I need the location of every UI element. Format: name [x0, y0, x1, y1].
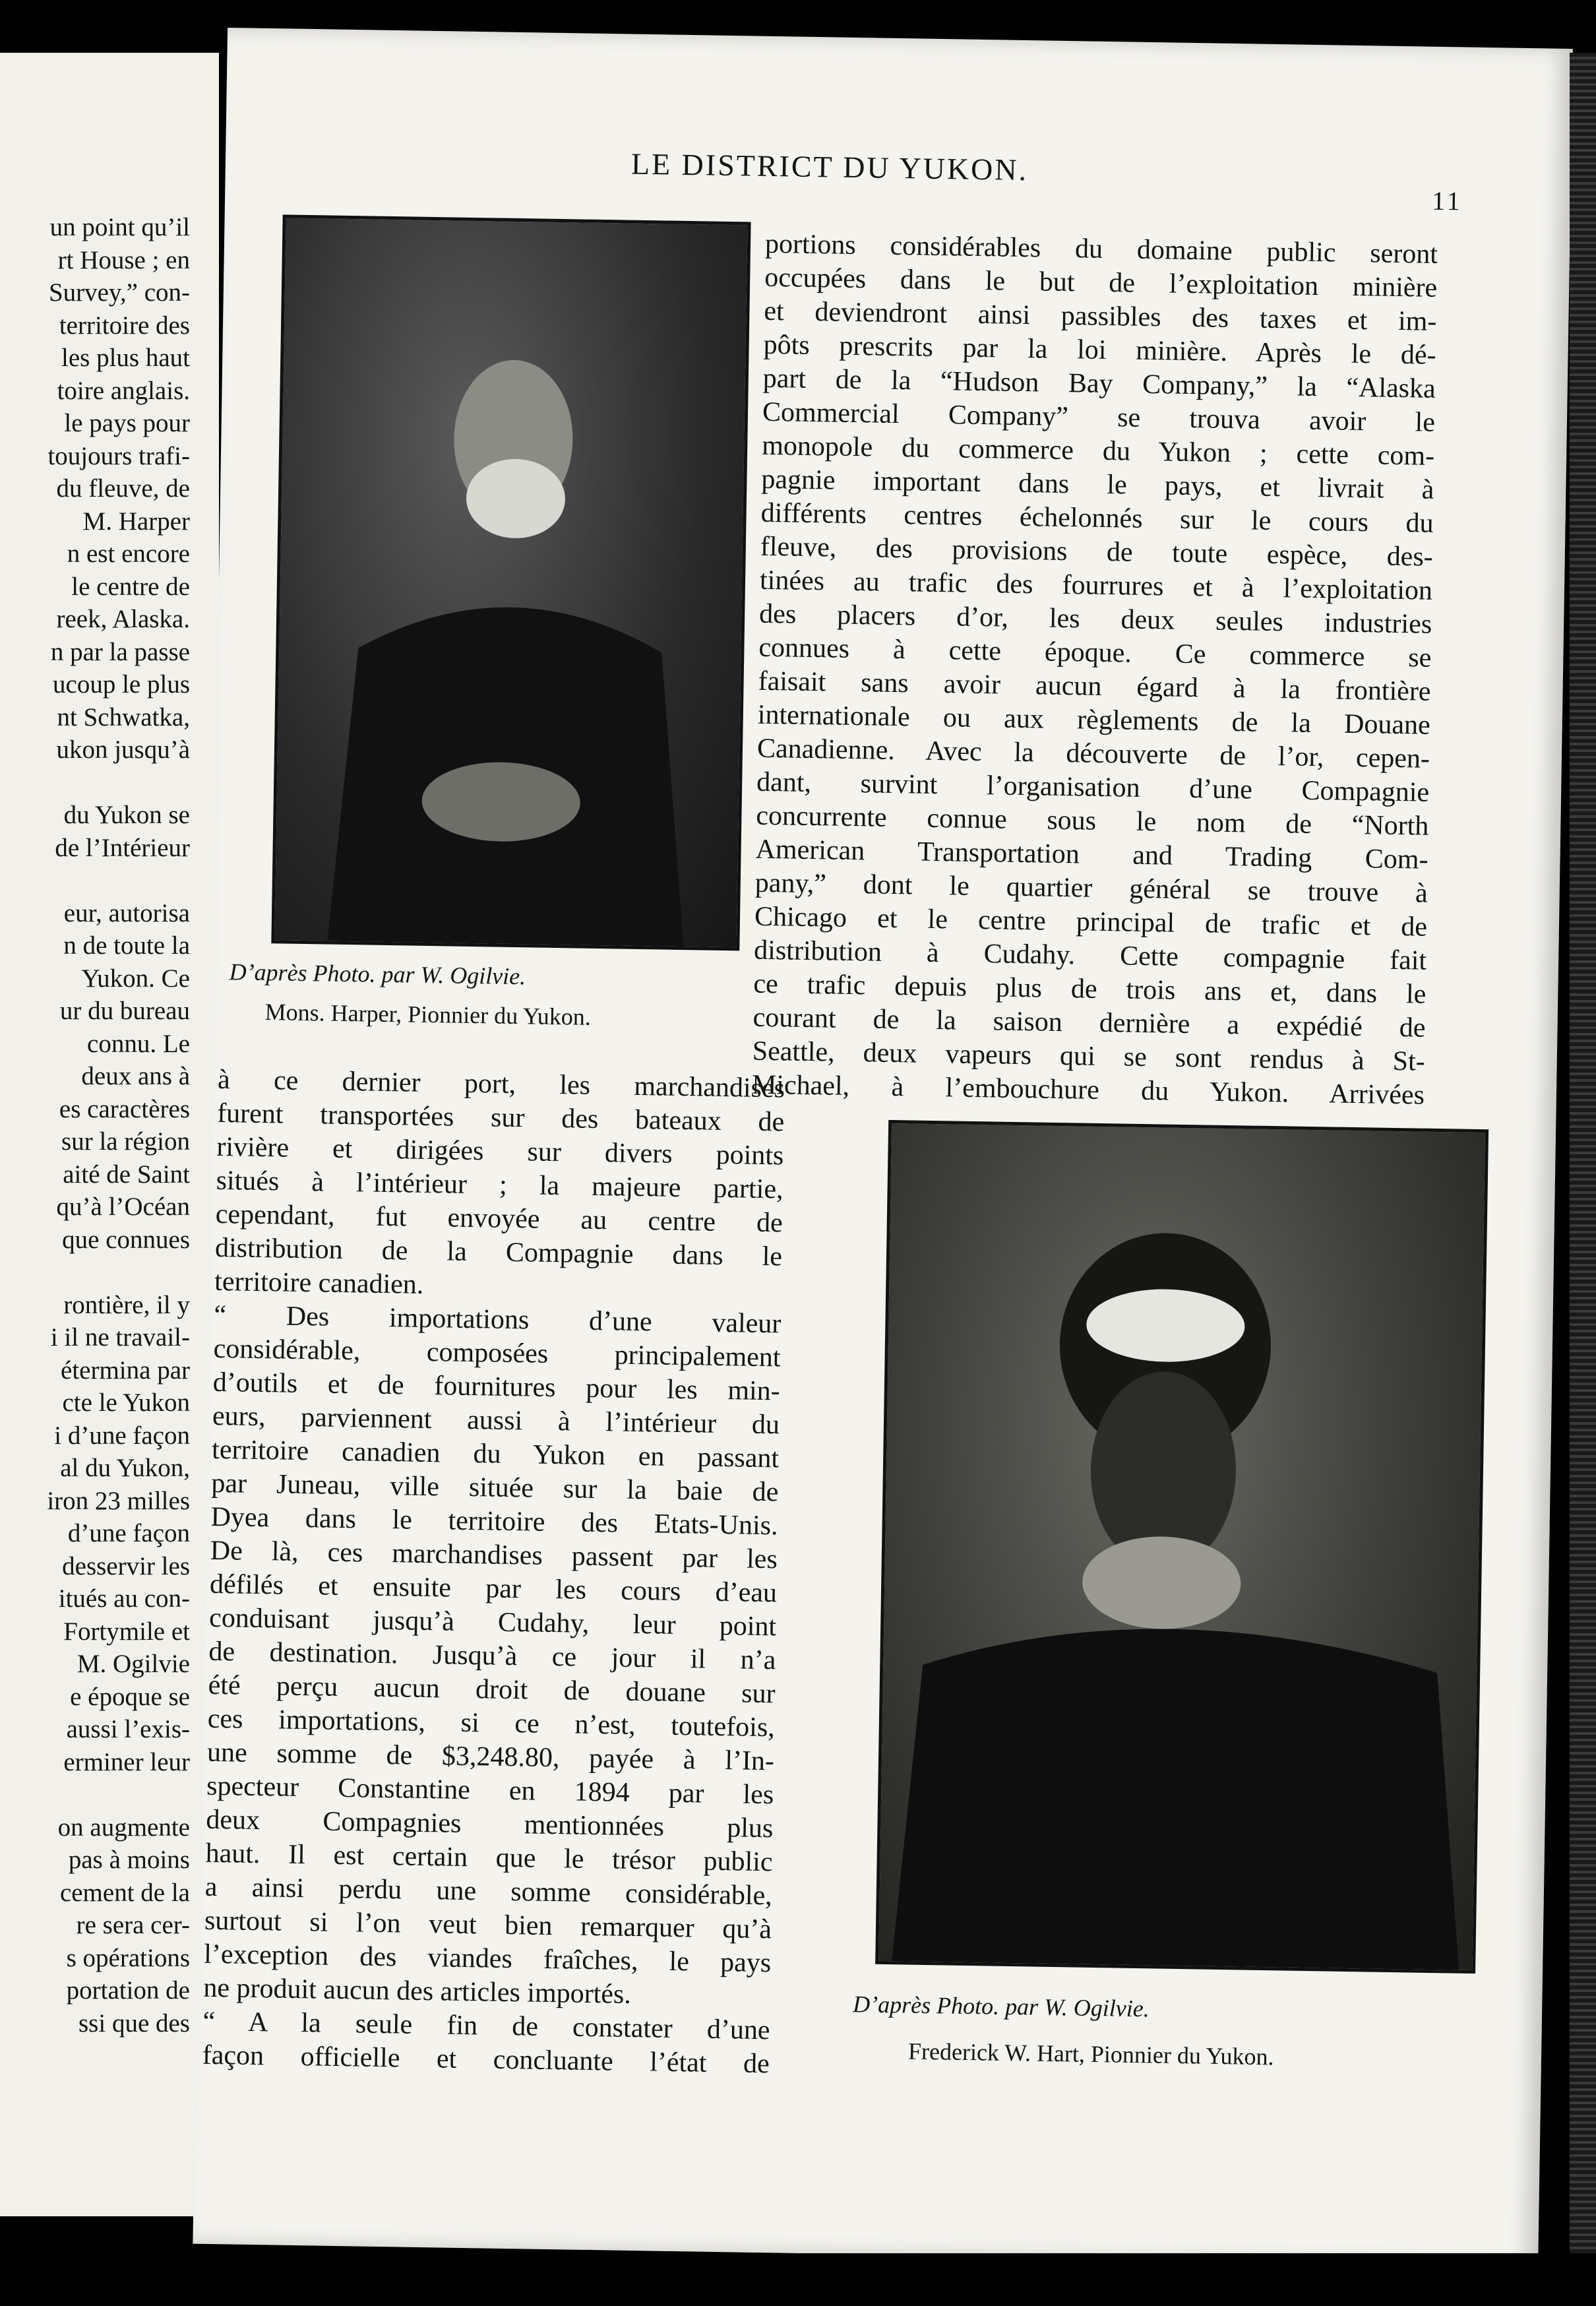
text-line: Michael, à l’embouchure du Yukon. Arrivées — [751, 1069, 1425, 1111]
text-line: a ainsi perdu une somme considérable, — [204, 1871, 773, 1912]
text-line: ne produit aucun des articles importés. — [203, 1972, 632, 2010]
text-line: connu. Le — [87, 1029, 190, 1058]
text-line: des placers d’or, les deux seules industries — [758, 598, 1432, 640]
text-line: territoire des — [59, 311, 190, 340]
text-line: n est encore — [67, 540, 190, 568]
portrait-photo-hart — [875, 1120, 1489, 1974]
text-line: erminer leur — [63, 1747, 190, 1776]
text-line: De là, ces marchandises passent par les — [210, 1535, 778, 1575]
text-line: Chicago et le centre principal de trafic et de — [754, 901, 1428, 943]
text-line — [0, 766, 190, 799]
text-line: faisait sans avoir aucun égard à la frontière — [758, 666, 1431, 707]
text-line: Survey,” con- — [48, 278, 190, 307]
text-line: aussi l’exis- — [66, 1715, 190, 1743]
text-line: ce trafic depuis plus de trois ans et, dans le — [753, 968, 1427, 1010]
figure-credit-1: D’après Photo. par W. Ogilvie. — [229, 958, 526, 990]
text-line: l’exception des viandes fraîches, le pays — [203, 1939, 772, 1979]
text-line: aité de Saint — [63, 1160, 190, 1189]
text-line: que connues — [62, 1225, 190, 1254]
text-line: desservir les — [62, 1551, 190, 1580]
text-line: toire anglais. — [57, 376, 190, 405]
text-line: ur du bureau — [59, 997, 190, 1025]
facing-page — [0, 53, 219, 2216]
text-line: le pays pour — [64, 409, 190, 437]
text-line: un point qu’il — [49, 213, 190, 241]
page — [193, 28, 1573, 2265]
text-line: à ce dernier port, les marchandises — [217, 1064, 785, 1104]
text-line: de l’Intérieur — [55, 833, 190, 862]
text-line: surtout si l’on veut bien remarquer qu’à — [204, 1905, 772, 1945]
text-line: toujours trafi- — [47, 441, 190, 470]
text-line: rontière, il y — [63, 1290, 190, 1319]
text-line — [0, 1778, 190, 1811]
text-line: s opérations — [66, 1943, 190, 1972]
text-line: courant de la saison dernière a expédié de — [752, 1002, 1426, 1044]
text-line: défilés et ensuite par les cours d’eau — [209, 1569, 778, 1609]
text-line: furent transportées sur des bateaux de — [216, 1098, 785, 1138]
text-line: Canadienne. Avec la découverte de l’or, cepen- — [756, 733, 1430, 774]
text-line: du Yukon se — [63, 801, 190, 829]
text-line: deux Compagnies mentionnées plus — [206, 1804, 774, 1844]
text-line: territoire canadien du Yukon en passant — [211, 1434, 780, 1474]
text-line: cte le Yukon — [62, 1388, 190, 1417]
text-line: connues à cette époque. Ce commerce se — [758, 632, 1432, 673]
text-line: concurrente connue sous le nom de “North — [756, 800, 1429, 842]
text-line: et deviendront ainsi passibles des taxes et im- — [764, 296, 1437, 337]
text-line: iron 23 milles — [47, 1486, 190, 1515]
text-line: reek, Alaska. — [56, 605, 190, 633]
portrait-illustration — [878, 1123, 1485, 1970]
text-line: n de toute la — [63, 931, 190, 960]
text-line: situés à l’intérieur ; la majeure partie, — [216, 1165, 783, 1205]
text-line: re sera cer- — [76, 1911, 190, 1939]
text-line: différents centres échelonnés sur le cours du — [760, 497, 1434, 539]
text-line: monopole du commerce du Yukon ; cette com- — [761, 430, 1435, 472]
text-line: rt House ; en — [57, 245, 190, 274]
text-line: eur, autorisa — [63, 898, 190, 927]
figure-caption-2: Frederick W. Hart, Pionnier du Yukon. — [907, 2038, 1274, 2071]
text-line: été perçu aucun droit de douane sur — [208, 1669, 776, 1710]
text-line: specteur Constantine en 1894 par les — [206, 1770, 774, 1811]
text-line: territoire canadien. — [214, 1266, 424, 1300]
portrait-illustration — [274, 218, 747, 947]
text-line: “ Des importations d’une valeur — [214, 1299, 782, 1340]
text-line: part de la “Hudson Bay Company,” la “Alaska — [762, 363, 1436, 404]
text-line: haut. Il est certain que le trésor public — [205, 1838, 773, 1878]
text-line: i il ne travail- — [50, 1323, 190, 1352]
text-line: étermina par — [61, 1356, 190, 1385]
text-line: distribution à Cudahy. Cette compagnie fait — [753, 935, 1427, 976]
text-line: Seattle, deux vapeurs qui se sont rendus à St- — [752, 1036, 1426, 1077]
figure-credit-2: D’après Photo. par W. Ogilvie. — [852, 1991, 1150, 2022]
text-line: nt Schwatka, — [57, 702, 190, 732]
running-title: LE DISTRICT DU YUKON. — [630, 146, 1029, 187]
text-line: on augmente — [57, 1813, 190, 1842]
text-line: les plus haut — [61, 344, 190, 372]
text-line: distribution de la Compagnie dans le — [214, 1232, 783, 1272]
text-line: pôts prescrits par la loi minière. Après le dé- — [763, 329, 1436, 371]
text-line: façon officielle et concluante l’état de — [202, 2040, 770, 2080]
text-line: deux ans à — [81, 1062, 190, 1090]
text-line: ukon jusqu’à — [56, 735, 190, 764]
figure-caption-1: Mons. Harper, Pionnier du Yukon. — [264, 999, 592, 1030]
text-line: itués au con- — [58, 1584, 190, 1613]
text-line: Commercial Company” se trouva avoir le — [762, 396, 1436, 438]
text-line: es caractères — [59, 1094, 190, 1123]
text-line: American Transportation and Trading Com- — [755, 834, 1428, 875]
text-line: portation de — [66, 1976, 190, 2005]
text-line: portions considérables du domaine public seront — [764, 228, 1438, 270]
text-line: i d’une façon — [54, 1421, 190, 1450]
text-line — [0, 1256, 190, 1289]
text-line: d’une façon — [67, 1519, 190, 1547]
text-line: Dyea dans le territoire des Etats-Unis. — [210, 1501, 778, 1542]
text-line: rivière et dirigées sur divers points — [216, 1131, 784, 1171]
text-line: pas à moins — [68, 1846, 190, 1874]
text-line: conduisant jusqu’à Cudahy, leur point — [208, 1602, 777, 1642]
text-column-right — [752, 228, 1438, 1113]
scan-border — [0, 2253, 1596, 2306]
text-line: le centre de — [71, 572, 190, 601]
text-line: n par la passe — [50, 637, 190, 666]
text-line: Fortymile et — [63, 1617, 190, 1646]
text-line: M. Harper — [82, 507, 190, 536]
portrait-photo-harper — [271, 214, 751, 950]
text-line: eurs, parviennent aussi à l’intérieur du — [212, 1400, 780, 1441]
text-line: pany,” dont le quartier général se trouve à — [754, 867, 1428, 909]
text-line: du fleuve, de — [56, 474, 190, 503]
text-line: ssi que des — [78, 2009, 190, 2038]
text-line: fleuve, des provisions de toute espèce, des- — [760, 531, 1434, 573]
text-line: pagnie important dans le pays, et livrait à — [761, 464, 1434, 505]
text-line: e époque se — [70, 1682, 190, 1711]
text-line: ucoup le plus — [53, 670, 190, 699]
text-line: al du Yukon, — [60, 1454, 190, 1482]
text-line: internationale ou aux règlements de la Douane — [757, 699, 1431, 741]
text-line: qu’à l’Océan — [56, 1193, 190, 1221]
facing-page-text — [0, 211, 190, 2040]
text-line: d’outils et de fournitures pour les min- — [212, 1367, 781, 1407]
text-line: M. Ogilvie — [77, 1650, 190, 1678]
text-line: occupées dans le but de l’exploitation minière — [764, 262, 1438, 303]
text-line: “ A la seule fin de constater d’une — [202, 2006, 770, 2046]
text-line: dant, survint l’organisation d’une Compagnie — [756, 766, 1430, 808]
text-line — [0, 864, 190, 897]
text-line: par Juneau, ville située sur la baie de — [211, 1468, 779, 1508]
text-line: cependant, fut envoyée au centre de — [215, 1199, 783, 1239]
text-line: sur la région — [61, 1127, 190, 1156]
text-line: considérable, composées principalement — [213, 1333, 781, 1373]
text-line: Yukon. Ce — [81, 964, 190, 993]
page-edge — [1570, 53, 1596, 2295]
text-line: cement de la — [59, 1878, 190, 1907]
text-line: une somme de $3,248.80, payée à l’In- — [206, 1737, 775, 1777]
text-column-left — [202, 1063, 785, 2081]
text-line: tinées au trafic des fourrures et à l’exploitation — [759, 565, 1433, 606]
page-number: 11 — [1431, 185, 1463, 216]
text-line: de destination. Jusqu’à ce jour il n’a — [208, 1636, 776, 1676]
text-line: ces importations, si ce n’est, toutefois, — [207, 1703, 776, 1743]
